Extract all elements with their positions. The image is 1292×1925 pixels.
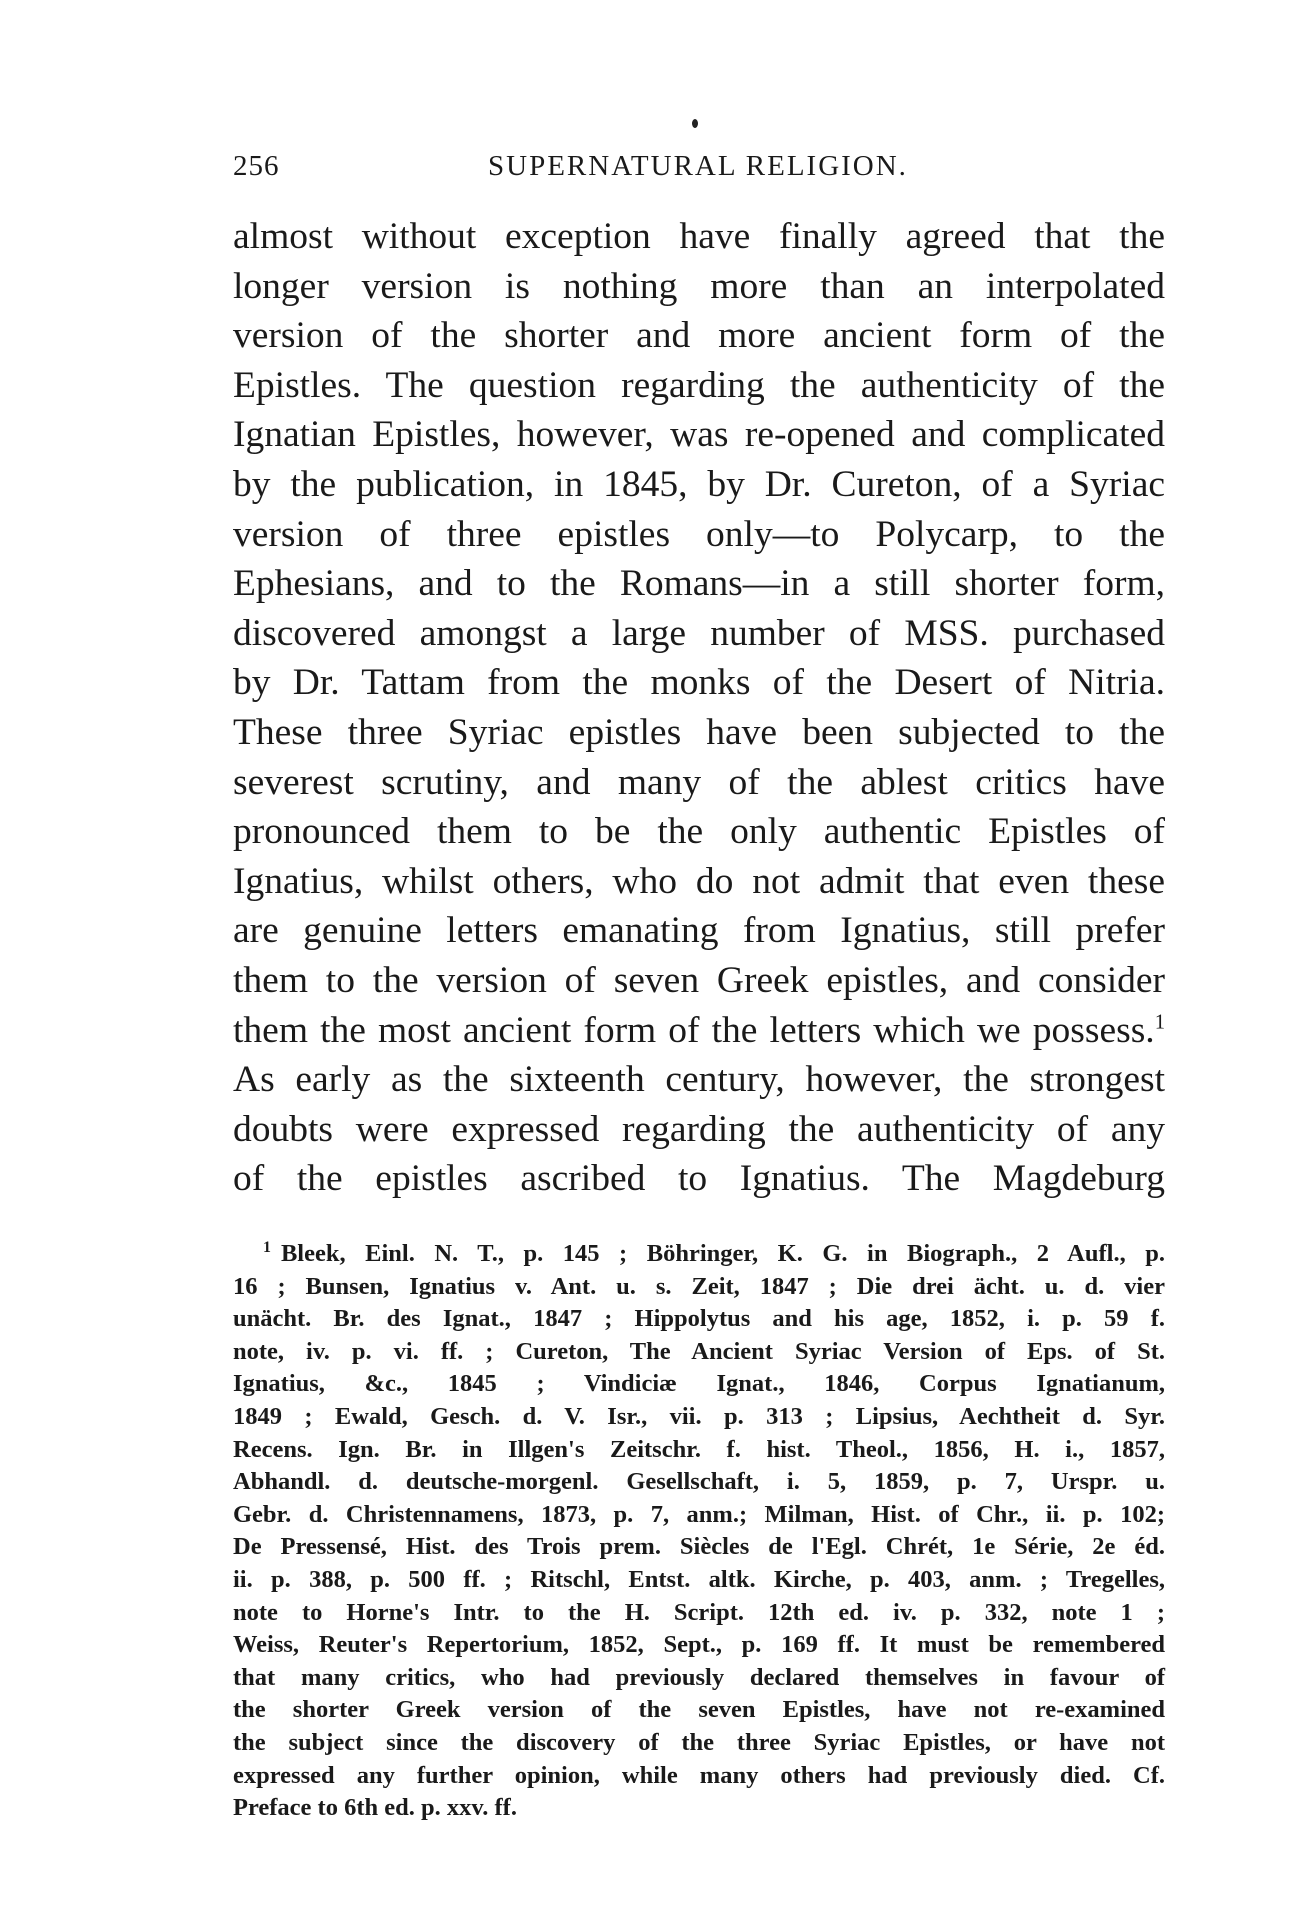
footnote-line-text: Bleek, Einl. N. T., p. 145 ; Böhringer, K. G. in Biograph., 2 Aufl., p. bbox=[280, 1240, 1165, 1267]
footnote-line: Preface to 6th ed. p. xxv. ff. bbox=[233, 1794, 517, 1822]
footnote-marker: 1 bbox=[263, 1238, 271, 1256]
running-head bbox=[233, 150, 1133, 190]
body-line: severest scrutiny, and many of the ablest critics have bbox=[233, 761, 1165, 803]
body-line: These three Syriac epistles have been subjected to the bbox=[233, 711, 1165, 753]
footnote-line: ii. p. 388, p. 500 ff. ; Ritschl, Entst. altk. Kirche, p. 403, anm. ; Tregelles, bbox=[233, 1565, 1165, 1593]
body-line: version of three epistles only—to Polycarp, to the bbox=[233, 513, 1165, 555]
body-line: Epistles. The question regarding the authenticity of the bbox=[233, 364, 1165, 406]
footnote-line: 1849 ; Ewald, Gesch. d. V. Isr., vii. p. 313 ; Lipsius, Aechtheit d. Syr. bbox=[233, 1402, 1165, 1430]
printer-ornament-dot bbox=[692, 119, 698, 128]
body-line: pronounced them to be the only authentic Epistles of bbox=[233, 811, 1165, 853]
body-line-text: them the most ancient form of the letters which we possess. bbox=[233, 1009, 1155, 1051]
body-text bbox=[233, 212, 1165, 1204]
footnote-line: 16 ; Bunsen, Ignatius v. Ant. u. s. Zeit, 1847 ; Die drei ächt. u. d. vier bbox=[233, 1272, 1165, 1300]
footnote-line bbox=[233, 1238, 1165, 1271]
page-number: 256 bbox=[233, 150, 280, 182]
body-line: doubts were expressed regarding the authenticity of any bbox=[233, 1108, 1165, 1150]
body-line: are genuine letters emanating from Ignatius, still prefer bbox=[233, 910, 1165, 952]
body-line: by Dr. Tattam from the monks of the Desert of Nitria. bbox=[233, 662, 1165, 704]
footnote-line: Gebr. d. Christennamens, 1873, p. 7, anm.; Milman, Hist. of Chr., ii. p. 102; bbox=[233, 1500, 1165, 1528]
footnote-line: note to Horne's Intr. to the H. Script. 12th ed. iv. p. 332, note 1 ; bbox=[233, 1598, 1165, 1626]
body-line: almost without exception have finally agreed that the bbox=[233, 216, 1165, 257]
body-line: them to the version of seven Greek epistles, and consider bbox=[233, 959, 1165, 1001]
footnote-line: Weiss, Reuter's Repertorium, 1852, Sept., p. 169 ff. It must be remembered bbox=[233, 1631, 1165, 1659]
footnote bbox=[233, 1238, 1165, 1825]
body-line-with-footnote-ref bbox=[233, 1006, 1165, 1056]
footnote-line: the subject since the discovery of the three Syriac Epistles, or have not bbox=[233, 1728, 1165, 1756]
body-line: discovered amongst a large number of MSS. purchased bbox=[233, 612, 1165, 654]
footnote-reference: 1 bbox=[1154, 1011, 1165, 1033]
footnote-line: Recens. Ign. Br. in Illgen's Zeitschr. f. hist. Theol., 1856, H. i., 1857, bbox=[233, 1435, 1165, 1463]
body-line: As early as the sixteenth century, however, the strongest bbox=[233, 1059, 1165, 1101]
running-title: SUPERNATURAL RELIGION. bbox=[488, 150, 908, 182]
footnote-line: Abhandl. d. deutsche-morgenl. Gesellschaft, i. 5, 1859, p. 7, Urspr. u. bbox=[233, 1468, 1165, 1496]
body-line: by the publication, in 1845, by Dr. Cureton, of a Syriac bbox=[233, 463, 1165, 505]
body-line: Ignatius, whilst others, who do not admit that even these bbox=[233, 860, 1165, 902]
body-line: Ignatian Epistles, however, was re-opened and complicated bbox=[233, 414, 1165, 456]
body-line: longer version is nothing more than an interpolated bbox=[233, 265, 1165, 307]
footnote-line: Ignatius, &c., 1845 ; Vindiciæ Ignat., 1846, Corpus Ignatianum, bbox=[233, 1370, 1165, 1398]
body-line: Ephesians, and to the Romans—in a still shorter form, bbox=[233, 563, 1165, 605]
footnote-line: note, iv. p. vi. ff. ; Cureton, The Ancient Syriac Version of Eps. of St. bbox=[233, 1337, 1165, 1365]
footnote-line: De Pressensé, Hist. des Trois prem. Siècles de l'Egl. Chrét, 1e Série, 2e éd. bbox=[233, 1533, 1165, 1561]
footnote-line: unächt. Br. des Ignat., 1847 ; Hippolytus and his age, 1852, i. p. 59 f. bbox=[233, 1305, 1165, 1333]
body-line: version of the shorter and more ancient form of the bbox=[233, 315, 1165, 357]
footnote-line: that many critics, who had previously declared themselves in favour of bbox=[233, 1663, 1165, 1691]
footnote-line: expressed any further opinion, while many others had previously died. Cf. bbox=[233, 1761, 1165, 1789]
footnote-line: the shorter Greek version of the seven Epistles, have not re-examined bbox=[233, 1696, 1165, 1724]
body-line: of the epistles ascribed to Ignatius. The Magdeburg bbox=[233, 1158, 1165, 1200]
